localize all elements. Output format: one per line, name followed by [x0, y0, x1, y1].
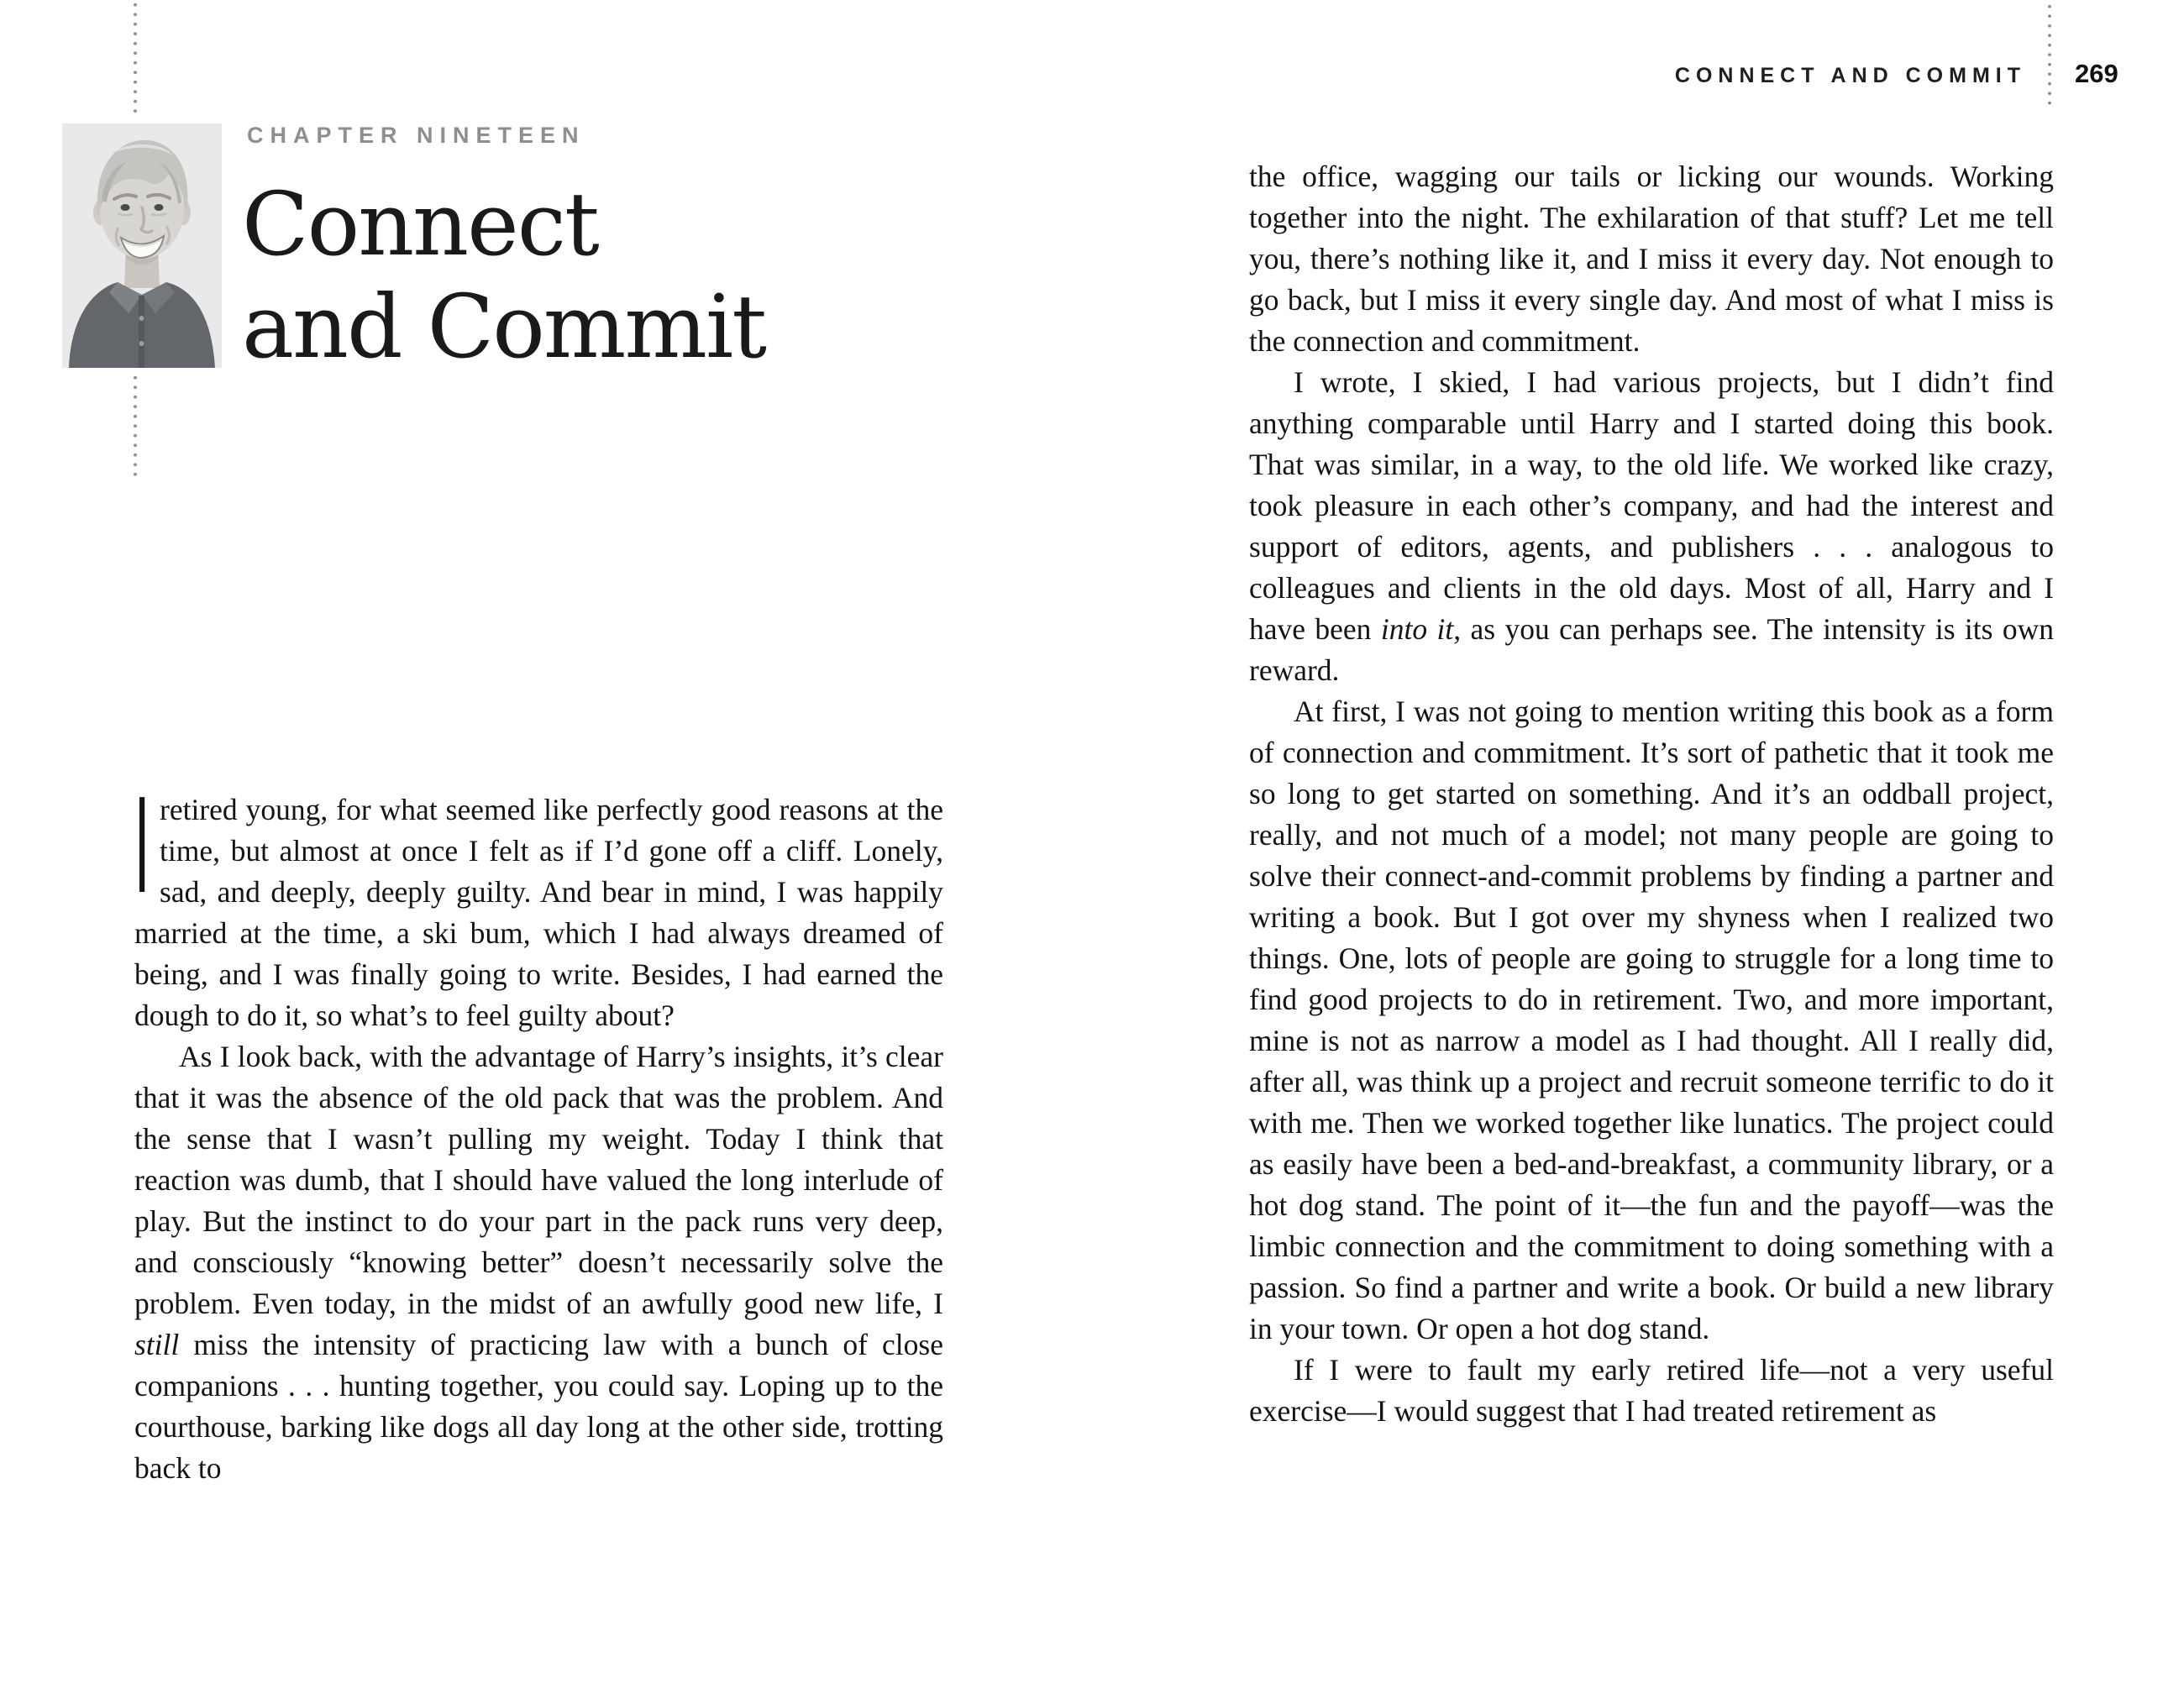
- right-paragraph-2: I wrote, I skied, I had various projects, but I didn’t find anything comparable until Harry and I started doing this book. That was similar, in a way, to the old life. We worked like crazy, took pleasure in each other’s company, and had the interest and support of editors, agents, and publishers . . . analogous to colleagues and clients in the old days. Most of all, Harry and I have been into it, as you can perhaps see. The intensity is its own reward.: [1249, 365, 2054, 687]
- left-paragraph-2: As I look back, with the advantage of Harry’s insights, it’s clear that it was the absence of the old pack that was the problem. And the sense that I wasn’t pulling my weight. Today I think that reaction was dumb, that I should have valued the long interlude of play. But the instinct to do your part in the pack runs very deep, and consciously “knowing better” doesn’t necessarily solve the problem. Even today, in the midst of an awfully good new life, I still miss the intensity of practicing law with a bunch of close companions . . . hunting together, you could say. Loping up to the courthouse, barking like dogs all day long at the other side, trotting back to: [134, 1040, 943, 1485]
- left-page-body: [134, 768, 943, 1489]
- dotted-rule-left-top: [133, 0, 138, 118]
- right-paragraph-4: If I were to fault my early retired life—not a very useful exercise—I would suggest that I had treated retirement as: [1249, 1353, 2054, 1428]
- author-portrait-photo: [62, 123, 222, 368]
- chapter-title: [242, 173, 765, 378]
- dotted-rule-right: [2047, 2, 2052, 109]
- left-paragraph-1: [134, 768, 943, 1036]
- right-paragraph-3: At first, I was not going to mention writing this book as a form of connection and commitment. It’s sort of pathetic that it took me so long to get started on something. And it’s an oddball project, really, and not much of a model; not many people are going to solve their connect-and-commit problems by finding a partner and writing a book. But I got over my shyness when I realized two things. One, lots of people are going to struggle for a long time to find good projects to do in retirement. Two, and more important, mine is not as narrow a model as I had thought. All I really did, after all, was think up a project and recruit someone terrific to do it with me. Then we worked together like lunatics. The project could as easily have been a bed-and-breakfast, a community library, or a hot dog stand. The point of it—the fun and the payoff—was the limbic connection and the commitment to doing something with a passion. So find a partner and write a book. Or build a new library in your town. Or open a hot dog stand.: [1249, 695, 2054, 1345]
- left-paragraph-1-text: retired young, for what seemed like perfectly good reasons at the time, but almost at once I felt as if I’d gone off a cliff. Lonely, sad, and deeply, deeply guilty. And bear in mind, I was happily married at the time, a ski bum, which I had always dreamed of being, and I was finally going to write. Besides, I had earned the dough to do it, so what’s to feel guilty about?: [134, 793, 943, 1032]
- running-head: CONNECT AND COMMIT: [1674, 64, 2026, 87]
- right-page-body: [1249, 156, 2054, 1432]
- drop-cap-letter: I: [134, 768, 150, 921]
- page-number: 269: [2075, 59, 2118, 88]
- chapter-label: CHAPTER NINETEEN: [247, 123, 585, 148]
- dotted-rule-left-bottom: [133, 373, 138, 477]
- chapter-title-line-2: and Commit: [242, 275, 766, 378]
- right-paragraph-1: the office, wagging our tails or licking our wounds. Working together into the night. The exhilaration of that stuff? Let me tell you, there’s nothing like it, and I miss it every day. Not enough to go back, but I miss it every single day. And most of what I miss is the connection and commitment.: [1249, 160, 2054, 358]
- chapter-title-line-1: Connect: [242, 173, 598, 275]
